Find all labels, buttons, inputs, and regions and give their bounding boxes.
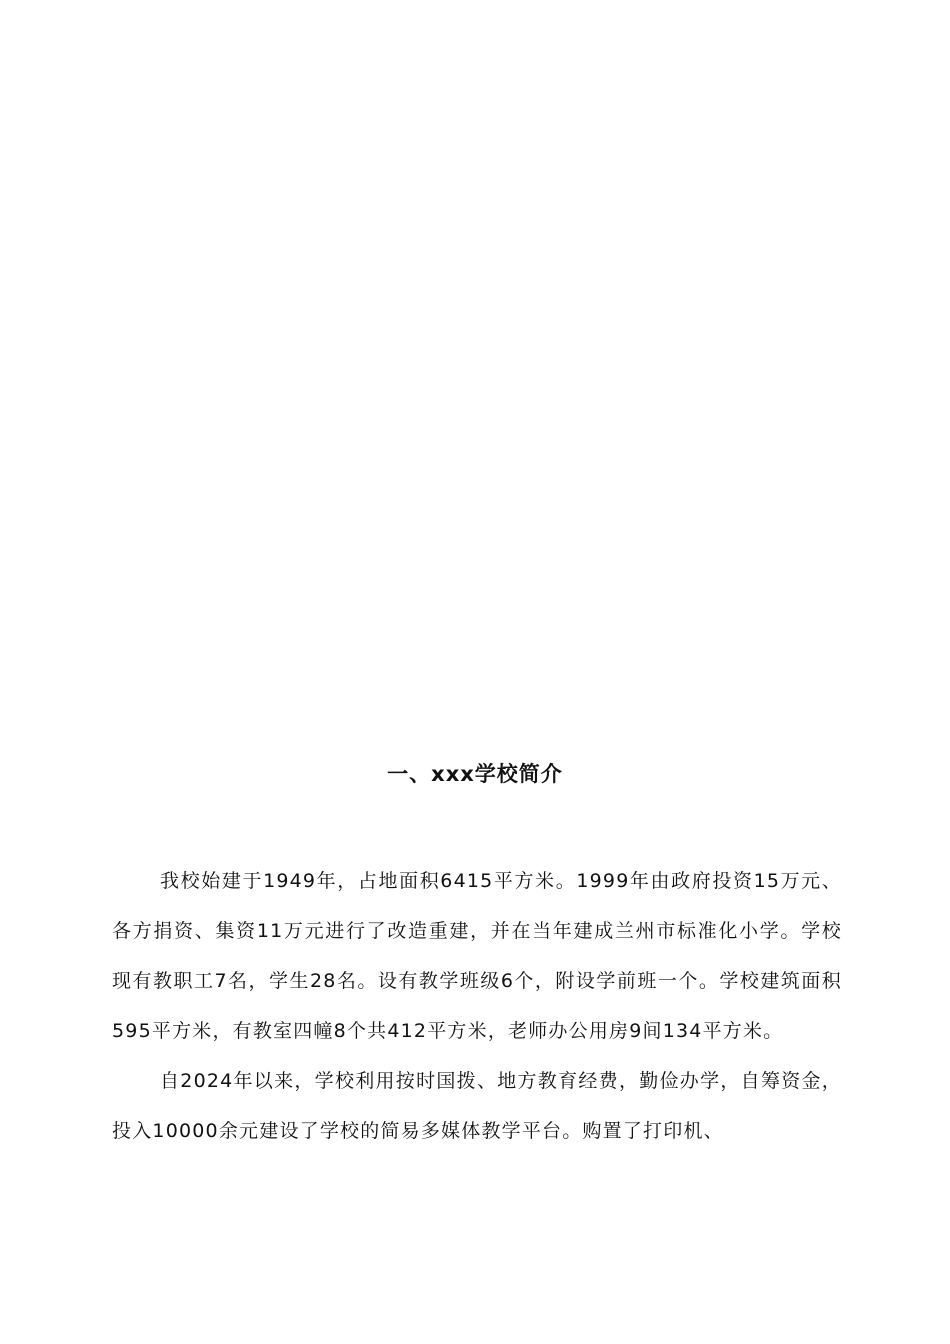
paragraph-school-overview: 我校始建于1949年，占地面积6415平方米。1999年由政府投资15万元、各方捐资、集资11万元进行了改造重建，并在当年建成兰州市标准化小学。学校现有教职工7名，学生28名。设有教学班级6个，附设学前班一个。学校建筑面积595平方米，有教室四幢8个共412平方米，老师办公用房9间134平方米。: [112, 870, 842, 1042]
paragraph-funding: 自2024年以来，学校利用按时国拨、地方教育经费，勤俭办学，自筹资金，投入10000余元建设了学校的简易多媒体教学平台。购置了打印机、: [112, 1070, 842, 1142]
section-heading: 一、xxx学校简介: [387, 762, 563, 786]
body-text: [112, 856, 842, 1156]
